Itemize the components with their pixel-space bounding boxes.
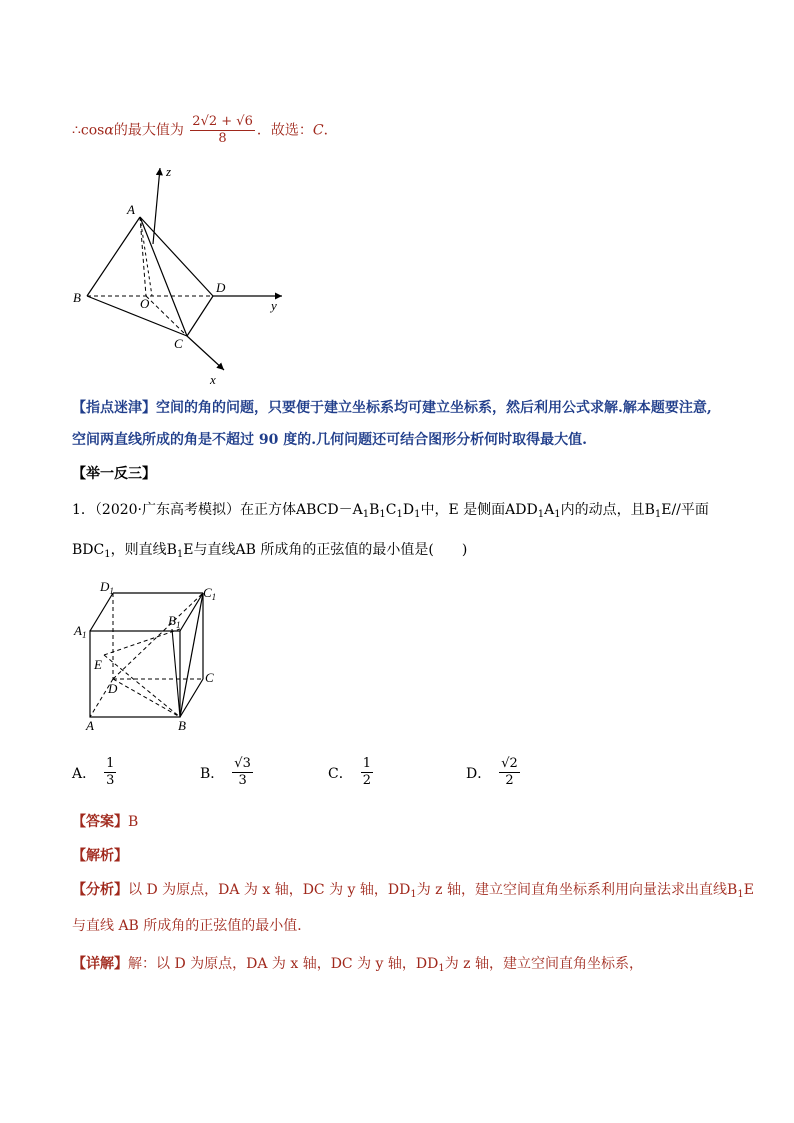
conclusion-end: ． — [323, 122, 338, 139]
detail-line — [72, 954, 643, 979]
analysis-text-a: 以 D 为原点，DA 为 x 轴，DC 为 y 轴， — [128, 882, 388, 898]
option-d-label: D． — [466, 765, 492, 782]
question-line-2 — [72, 540, 467, 565]
analysis-line-1 — [72, 880, 754, 905]
question-line-1 — [72, 500, 709, 525]
option-b-fraction — [232, 756, 253, 789]
analysis-line-2: 与直线 AB 所成角的正弦值的最小值． — [72, 918, 312, 934]
q2-text-e: 与直线 — [193, 542, 236, 558]
q-text-j: B — [644, 502, 655, 518]
label-z: z — [166, 164, 172, 179]
q-text-g: ADD — [505, 502, 538, 518]
label-B: B — [178, 718, 186, 733]
q2-text-b: ，则直线 — [110, 542, 167, 558]
q-text-f: 中，E 是侧面 — [420, 502, 506, 518]
detail-tag: 【详解】 — [72, 956, 128, 972]
tip-text-1: 空间的角的问题，只要便于建立坐标系均可建立坐标系，然后利用公式求解.解本题要注意, — [156, 400, 712, 416]
q-sub: 1 — [379, 509, 386, 520]
label-B: B — [73, 290, 81, 305]
d-sub: 1 — [438, 963, 445, 974]
option-b-label: B． — [200, 765, 225, 782]
option-d-num: √2 — [501, 756, 518, 771]
analysis-title: 【解析】 — [72, 848, 128, 864]
label-A1: $A_1$ — [74, 623, 87, 640]
analysis-tag: 【分析】 — [72, 882, 128, 898]
fraction-numerator: 2√2 + √6 — [192, 114, 253, 129]
label-B1: $B_1$ — [168, 613, 181, 630]
option-b[interactable] — [200, 756, 255, 789]
label-y: y — [271, 298, 277, 313]
max-value-fraction — [190, 114, 255, 147]
q-text-i: 内的动点，且 — [560, 502, 645, 518]
label-C1: $C_1$ — [203, 585, 217, 602]
q-sub: 1 — [554, 509, 561, 520]
option-a-fraction — [104, 756, 116, 789]
alpha-symbol: α — [104, 122, 114, 139]
label-D: D — [216, 280, 226, 295]
option-a[interactable] — [72, 756, 118, 789]
label-A: A — [127, 202, 135, 217]
x-axis — [187, 336, 224, 370]
label-x: x — [210, 372, 216, 387]
option-c-den: 2 — [362, 773, 371, 788]
q-sub: 1 — [176, 549, 184, 560]
option-a-label: A． — [72, 765, 97, 782]
q2-text-d: E — [183, 542, 194, 558]
detail-text-c: 为 z 轴，建立空间直角坐标系， — [444, 956, 644, 972]
a-sub: 1 — [737, 889, 744, 900]
detail-text-b: DD — [415, 956, 439, 972]
label-D1: $D_1$ — [100, 579, 114, 596]
conclusion-prefix: ∴cos — [72, 122, 105, 139]
q2-text-c: B — [166, 542, 177, 558]
label-O: O — [140, 296, 150, 311]
q-sub: 1 — [654, 509, 662, 520]
conclusion-suffix: ．故选： — [256, 122, 313, 139]
option-c-num: 1 — [362, 756, 371, 771]
option-b-den: 3 — [238, 773, 247, 788]
a-sub: 1 — [410, 889, 417, 900]
tip-line-1 — [72, 398, 712, 418]
q-text-c: B — [369, 502, 380, 518]
q-text-d: C — [385, 502, 397, 518]
option-c-label: C． — [328, 765, 353, 782]
q-sub: 1 — [104, 549, 111, 560]
option-a-num: 1 — [106, 756, 115, 771]
q-sub: 1 — [537, 509, 545, 520]
q-text-k: E//平面 — [661, 502, 709, 518]
fraction-denominator: 8 — [218, 131, 227, 146]
analysis-text-c: 为 z 轴，建立空间直角坐标系利用向量法求出直线 — [416, 882, 728, 898]
option-d-fraction — [499, 756, 520, 789]
option-d-den: 2 — [505, 773, 514, 788]
option-d[interactable] — [466, 756, 522, 789]
analysis-text-b: DD — [387, 882, 411, 898]
label-A: A — [86, 718, 94, 733]
q-sub: 1 — [396, 509, 403, 520]
label-E: E — [94, 657, 102, 672]
answer-tag: 【答案】 — [72, 814, 128, 830]
q2-text-f: AB — [235, 542, 256, 558]
q2-text-a: BDC — [72, 542, 105, 558]
conclusion-choice: C — [312, 122, 324, 139]
q-text-a: 1．（2020·广东高考模拟）在正方体 — [72, 502, 296, 518]
q2-text-g: 所成角的正弦值的最小值是( ) — [255, 542, 468, 558]
conclusion-mid: 的最大值为 — [113, 122, 184, 139]
tip-tag: 【指点迷津】 — [72, 400, 156, 416]
label-D: D — [108, 681, 118, 696]
q-text-e: D — [402, 502, 415, 518]
answer-value: B — [128, 814, 139, 830]
answer-line — [72, 812, 138, 832]
q-text-h: A — [544, 502, 555, 518]
section-title: 【举一反三】 — [72, 466, 156, 482]
cube-figure — [70, 575, 230, 735]
option-c-fraction — [361, 756, 373, 789]
label-C: C — [205, 670, 214, 685]
option-c[interactable] — [328, 756, 375, 789]
conclusion-line — [72, 114, 338, 147]
detail-text-a: 解：以 D 为原点，DA 为 x 轴，DC 为 y 轴， — [128, 956, 416, 972]
tetrahedron-figure — [70, 160, 300, 390]
analysis-text-d: B — [727, 882, 738, 898]
tip-line-2: 空间两直线所成的角是不超过 90 度的.几何问题还可结合图形分析何时取得最大值. — [72, 432, 587, 448]
analysis-text-e: E — [743, 882, 754, 898]
q-text-b: ABCD－A — [296, 502, 363, 518]
option-b-num: √3 — [234, 756, 251, 771]
q-sub: 1 — [414, 509, 421, 520]
label-C: C — [174, 336, 183, 351]
option-a-den: 3 — [106, 773, 115, 788]
q-sub: 1 — [362, 509, 370, 520]
